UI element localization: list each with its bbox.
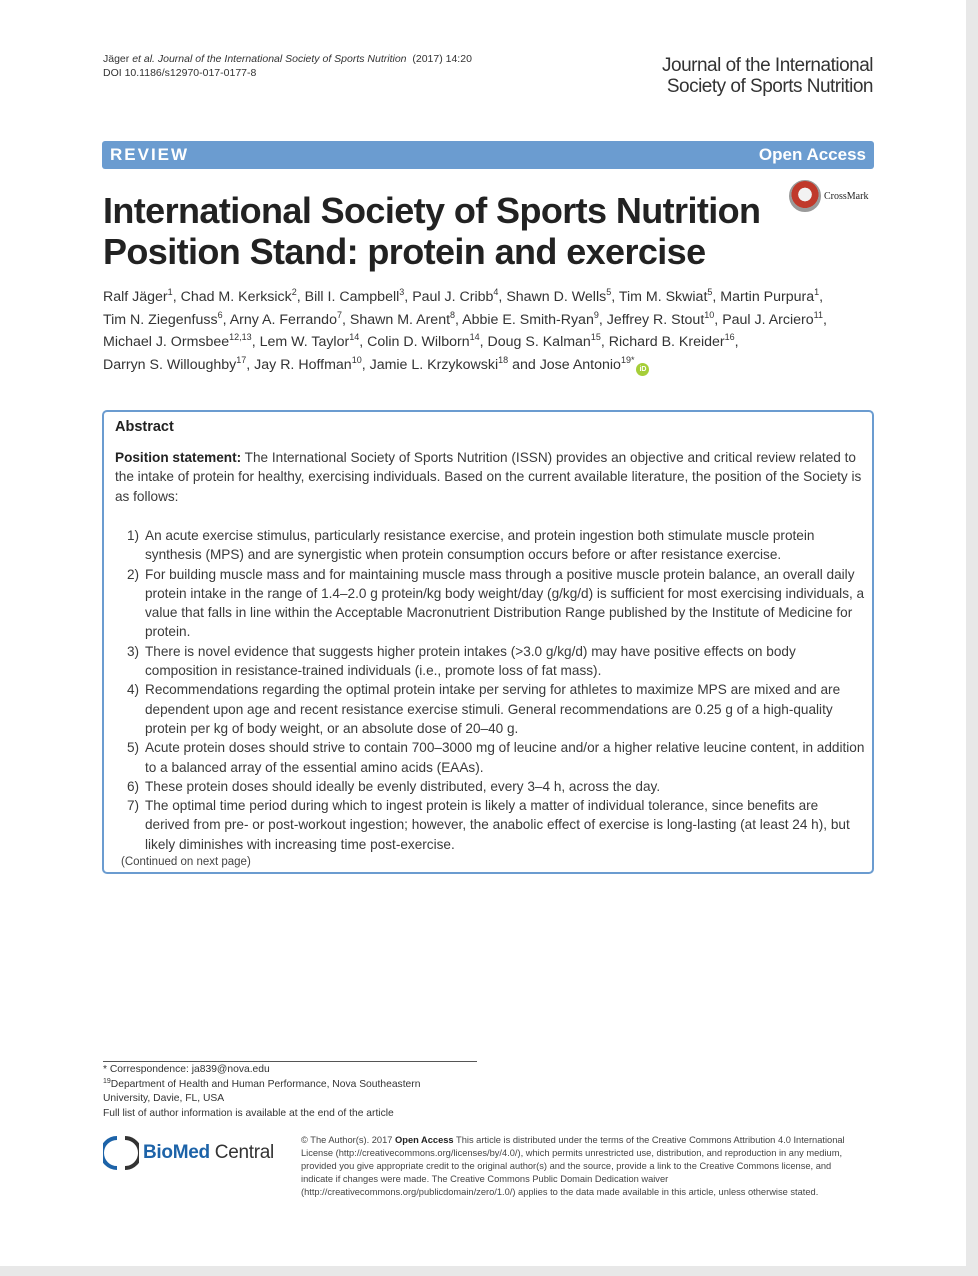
author-affiliation: 16 [724, 332, 735, 342]
position-item-number: 4) [127, 682, 140, 698]
logo-plain: Central [209, 1142, 274, 1163]
abstract-box [102, 410, 874, 874]
author-affiliation: 7 [336, 309, 342, 320]
license-statement [301, 1134, 861, 1199]
author-list: Ralf Jäger$^1$, Chad M. Kerksick$^2$, Bill I. Campbell$^3$, Paul J. Cribb$^4$, Shawn D. Wells$^5$, Tim M. Skwiat$^5$, Martin Purpura$^1$, Tim N. Ziegenfuss$^6$, Arny A. Ferrando$^7$, Shawn M. Arent$^8$, Abbie E. Smith-Ryan$^9$, Jeffrey R. Stout$^{10}$, Paul J. Arciero$^{11}$, Michael J. Ormsbee$^{12,13}$, Lem W. Taylor$^{14}$, Colin D. Wilborn$^{14}$, Doug S. Kalman$^{15}$, Richard B. Kreider$^{16}$, Darryn S. Willoughby$^{17}$, Jay R. Hoffman$^{10}$, Jamie L. Krzykowski$^{18}$ and Jose Antonio$^{19*}$iD [103, 286, 878, 376]
affiliation-19 [103, 1078, 420, 1093]
author-affiliation: 10 [704, 309, 715, 320]
position-item-text: For building muscle mass and for maintaining muscle mass through a positive muscle protein balance, an overall daily protein intake in the range of 1.4–2.0 g protein/kg body weight/day (g/kg/d) is sufficient for most exercising individuals, a value that falls in line within the Acceptable Macronutrient Distribution Range published by the Institute of Medicine for protein. [145, 566, 865, 640]
position-statement [115, 448, 865, 506]
author-name[interactable]: Abbie E. Smith-Ryan [462, 311, 594, 328]
author-name[interactable]: Jamie L. Krzykowski [369, 356, 499, 373]
position-item [115, 777, 865, 796]
author-name[interactable]: Bill I. Campbell [304, 289, 400, 305]
journal-logo [662, 55, 873, 97]
article-type: REVIEW [110, 145, 190, 164]
position-statement-label: Position statement: [115, 450, 242, 465]
author-affiliation: 1 [814, 287, 820, 297]
license-prefix: © The Author(s). 2017 [301, 1135, 396, 1145]
crossmark-badge[interactable] [789, 180, 868, 212]
author-affiliation: 6 [217, 309, 223, 320]
affiliation-number: 19 [103, 1077, 111, 1085]
author-name[interactable]: Jeffrey R. Stout [606, 311, 705, 328]
journal-line-2: Society of Sports Nutrition [666, 76, 873, 97]
affiliation-line-2: University, Davie, FL, USA [103, 1093, 225, 1104]
article-title [103, 190, 783, 272]
author-name[interactable]: Jay R. Hoffman [254, 356, 352, 373]
full-list-note: Full list of author information is available at the end of the article [103, 1107, 394, 1119]
author-name[interactable]: Chad M. Kerksick [180, 289, 292, 305]
author-name[interactable]: Paul J. Cribb [412, 289, 494, 305]
footnotes [103, 1063, 420, 1121]
position-item-number: 1) [127, 528, 140, 543]
author-name[interactable]: Arny A. Ferrando [229, 311, 337, 328]
journal-line-1: Journal of the International [662, 55, 873, 76]
position-item-text: An acute exercise stimulus, particularly resistance exercise, and protein ingestion both stimulate muscle protein synthesis (MPS) and are synergistic when protein consumption occurs before or after resistance exercise. [145, 528, 815, 563]
position-item [115, 796, 865, 854]
position-item-text: These protein doses should ideally be evenly distributed, every 3–4 h, across the day. [145, 778, 661, 794]
footnote-rule [103, 1061, 477, 1062]
position-item-number: 3) [127, 643, 140, 659]
author-name[interactable]: Michael J. Ormsbee [103, 334, 230, 350]
orcid-icon[interactable]: iD [636, 363, 649, 376]
position-item-text: Recommendations regarding the optimal protein intake per serving for athletes to maximize MPS are mixed and are dependent upon age and recent resistance exercise stimuli. General recommendations are 0.25 g of a high-quality protein per kg of body weight, or an absolute dose of 20–40 g. [145, 682, 841, 736]
crossmark-icon [789, 180, 821, 212]
position-item [115, 642, 865, 681]
crossmark-label: CrossMark [824, 190, 869, 202]
author-affiliation: 3 [399, 287, 405, 297]
position-item-number: 5) [127, 740, 140, 756]
author-name[interactable]: Martin Purpura [720, 289, 815, 305]
author-affiliation: 19* [620, 354, 635, 365]
author-affiliation: 18 [498, 354, 509, 365]
citation-header [103, 52, 472, 80]
continued-note: (Continued on next page) [121, 856, 251, 868]
author-name[interactable]: Lem W. Taylor [259, 334, 350, 350]
citation-etal: et al. [132, 53, 155, 65]
biomed-central-wordmark [143, 1142, 274, 1164]
abstract-heading: Abstract [115, 419, 174, 435]
author-name[interactable]: Darryn S. Willoughby [103, 356, 237, 373]
author-name[interactable]: Colin D. Wilborn [367, 334, 470, 350]
citation-authors: Jäger [103, 53, 133, 65]
position-item [115, 526, 865, 565]
citation-line [103, 52, 472, 66]
author-affiliation: 8 [450, 309, 456, 320]
author-affiliation: 5 [606, 287, 612, 297]
author-name[interactable]: Paul J. Arciero [722, 311, 814, 328]
title-line-2: Position Stand: protein and exercise [103, 231, 706, 272]
position-item-number: 2) [127, 566, 140, 582]
author-affiliation: 9 [593, 309, 599, 320]
author-affiliation: 2 [291, 287, 297, 297]
position-item-text: Acute protein doses should strive to contain 700–3000 mg of leucine and/or a higher relative leucine content, in addition to a balanced array of the essential amino acids (EAAs). [145, 740, 865, 775]
author-name[interactable]: Doug S. Kalman [487, 334, 591, 350]
author-affiliation: 11 [813, 309, 824, 320]
author-name[interactable]: Shawn M. Arent [349, 311, 451, 328]
logo-bold: BioMed [143, 1142, 210, 1163]
article-type-banner [102, 141, 874, 169]
position-item [115, 738, 865, 777]
correspondence[interactable]: * Correspondence: ja839@nova.edu [103, 1064, 270, 1075]
author-name[interactable]: Jose Antonio [539, 356, 621, 373]
author-name[interactable]: Shawn D. Wells [506, 289, 607, 305]
citation-volume: (2017) 14:20 [412, 53, 472, 65]
author-name[interactable]: Tim N. Ziegenfuss [103, 311, 218, 328]
author-connector: and [508, 356, 540, 373]
author-affiliation: 15 [590, 332, 601, 342]
license-text: This article is distributed under the terms of the Creative Commons Attribution 4.0 International License (http://creativecommons.org/licenses/by/4.0/), which permits unrestricted use, distribution, and reproduction in any medium, provided you give appropriate credit to the original author(s) and the source, provide a link to the Creative Commons license, and indicate if changes were made. The Creative Commons Public Domain Dedication waiver (http://creativecommons.org/publicdomain/zero/1.0/) applies to the data made available in this article, unless otherwise stated. [301, 1135, 845, 1197]
author-affiliation: 4 [493, 287, 499, 297]
biomed-central-logo [103, 1135, 274, 1171]
affiliation-line-1: Department of Health and Human Performance, Nova Southeastern [110, 1078, 421, 1090]
position-list [115, 526, 865, 854]
position-item [115, 565, 865, 642]
author-affiliation: 12,13 [229, 332, 252, 342]
title-line-1: International Society of Sports Nutrition [103, 190, 761, 231]
license-open-access: Open Access [395, 1135, 454, 1145]
position-item [115, 680, 865, 738]
citation-journal: Journal of the International Society of Sports Nutrition [157, 53, 407, 65]
author-affiliation: 1 [167, 287, 173, 297]
author-name[interactable]: Tim M. Skwiat [618, 289, 708, 305]
position-item-text: The optimal time period during which to ingest protein is likely a matter of individual tolerance, since benefits are derived from pre- or post-workout ingestion; however, the anabolic effect of exercise is long-lasting (at least 24 h), but likely diminishes with increasing time post-exercise. [145, 798, 850, 852]
author-affiliation: 14 [469, 332, 480, 342]
author-affiliation: 10 [351, 354, 362, 365]
author-affiliation: 17 [236, 354, 247, 365]
author-name[interactable]: Richard B. Kreider [608, 334, 725, 350]
author-affiliation: 5 [707, 287, 713, 297]
open-access-label[interactable]: Open Access [758, 145, 866, 164]
position-statement-text: The International Society of Sports Nutrition (ISSN) provides an objective and critical review related to the intake of protein for healthy, exercising individuals. Based on the current available literature, the position of the Society is as follows: [115, 450, 862, 504]
doi: DOI 10.1186/s12970-017-0177-8 [103, 67, 257, 79]
position-item-number: 6) [127, 778, 140, 794]
author-name[interactable]: Ralf Jäger [103, 289, 168, 305]
position-item-number: 7) [127, 798, 140, 814]
biomed-central-icon [103, 1135, 139, 1171]
position-item-text: There is novel evidence that suggests higher protein intakes (>3.0 g/kg/d) may have positive effects on body composition in resistance-trained individuals (i.e., promote loss of fat mass). [145, 643, 796, 679]
author-affiliation: 14 [349, 332, 360, 342]
